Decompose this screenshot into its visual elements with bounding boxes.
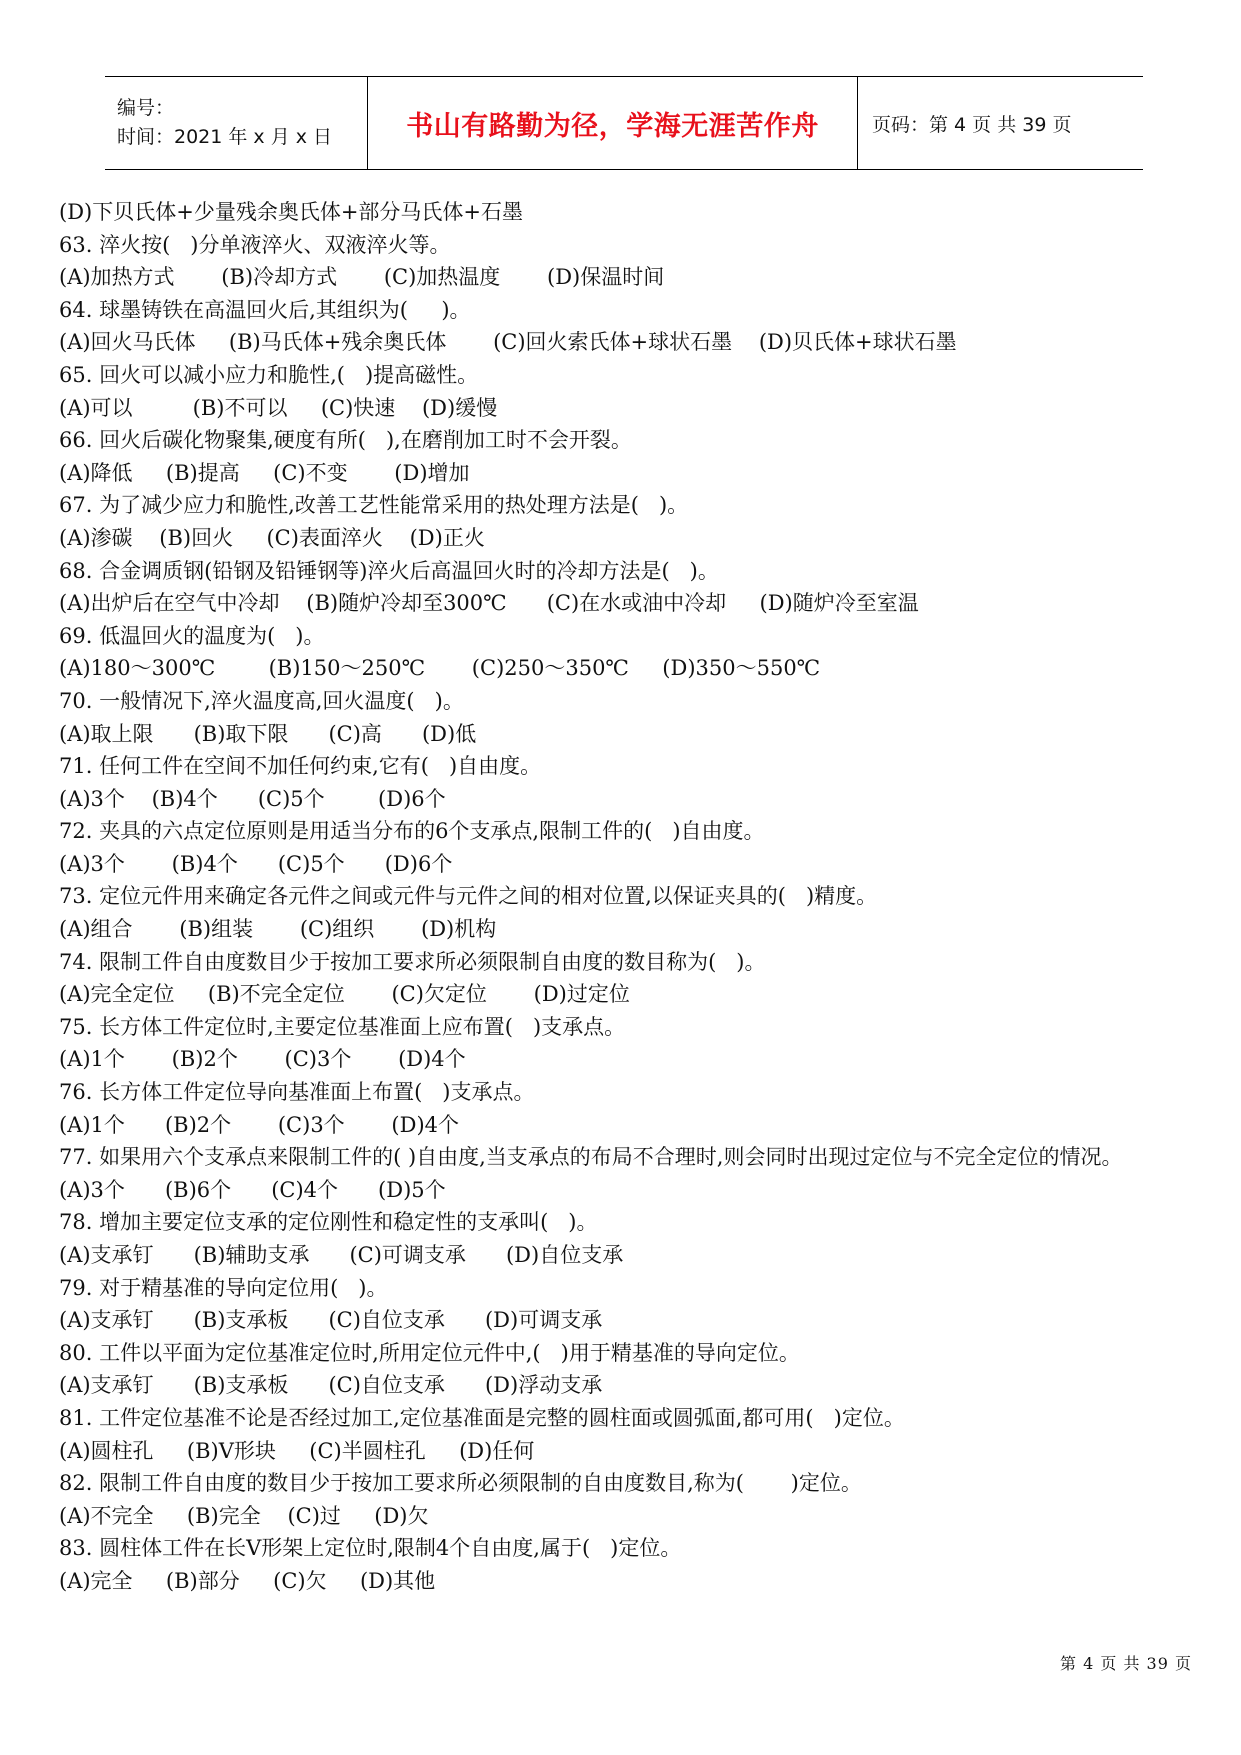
answer-options: (A)1个 (B)2个 (C)3个 (D)4个 <box>59 1047 466 1072</box>
question-text: 82. 限制工件自由度的数目少于按加工要求所必须限制的自由度数目,称为( )定位。 <box>59 1471 862 1496</box>
answer-options: (A)支承钉 (B)辅助支承 (C)可调支承 (D)自位支承 <box>59 1243 624 1267</box>
answer-options: (A)渗碳 (B)回火 (C)表面淬火 (D)正火 <box>59 525 485 550</box>
question-text: 78. 增加主要定位支承的定位刚性和稳定性的支承叫( )。 <box>59 1210 598 1235</box>
answer-options: (A)支承钉 (B)支承板 (C)自位支承 (D)可调支承 <box>59 1308 603 1333</box>
page-header <box>105 76 1143 170</box>
answer-options: (A)3个 (B)6个 (C)4个 (D)5个 <box>59 1177 446 1202</box>
answer-options: (A)组合 (B)组装 (C)组织 (D)机构 <box>59 917 497 942</box>
answer-options: (A)取上限 (B)取下限 (C)高 (D)低 <box>59 721 477 746</box>
header-motto-cell <box>368 77 858 169</box>
answer-options: (A)出炉后在空气中冷却 (B)随炉冷却至300℃ (C)在水或油中冷却 (D)随炉冷至室温 <box>59 591 919 616</box>
question-text: 70. 一般情况下,淬火温度高,回火温度( )。 <box>59 688 464 713</box>
question-list <box>59 196 1191 1598</box>
question-text: 67. 为了减少应力和脆性,改善工艺性能常采用的热处理方法是( )。 <box>59 493 689 518</box>
answer-options: (A)完全定位 (B)不完全定位 (C)欠定位 (D)过定位 <box>59 982 630 1007</box>
question-text: 64. 球墨铸铁在高温回火后,其组织为( )。 <box>59 297 471 322</box>
question-text: 71. 任何工件在空间不加任何约束,它有( )自由度。 <box>59 754 542 779</box>
question-text: 63. 淬火按( )分单液淬火、双液淬火等。 <box>59 232 451 257</box>
answer-options: (A)3个 (B)4个 (C)5个 (D)6个 <box>59 851 453 876</box>
answer-options: (A)3个 (B)4个 (C)5个 (D)6个 <box>59 786 446 811</box>
question-text: 66. 回火后碳化物聚集,硬度有所( ),在磨削加工时不会开裂。 <box>59 428 632 453</box>
header-info-cell <box>105 77 368 169</box>
answer-options: (A)可以 (B)不可以 (C)快速 (D)缓慢 <box>59 395 498 420</box>
question-text: 83. 圆柱体工件在长V形架上定位时,限制4个自由度,属于( )定位。 <box>59 1536 682 1561</box>
footer-page-number: 第 4 页 共 39 页 <box>1060 1654 1192 1673</box>
answer-options: (A)不完全 (B)完全 (C)过 (D)欠 <box>59 1503 429 1528</box>
question-text: 74. 限制工件自由度数目少于按加工要求所必须限制自由度的数目称为( )。 <box>59 949 766 974</box>
question-text: 80. 工件以平面为定位基准定位时,所用定位元件中,( )用于精基准的导向定位。 <box>59 1340 800 1365</box>
motto-text: 书山有路勤为径，学海无涯苦作舟 <box>406 110 819 142</box>
question-text: 76. 长方体工件定位导向基准面上布置( )支承点。 <box>59 1080 535 1105</box>
question-text: 81. 工件定位基准不论是否经过加工,定位基准面是完整的圆柱面或圆弧面,都可用( )定位。 <box>59 1405 905 1430</box>
answer-options: (A)圆柱孔 (B)V形块 (C)半圆柱孔 (D)任何 <box>59 1438 535 1463</box>
page-info: 页码：第 4 页 共 39 页 <box>872 113 1072 136</box>
page-footer <box>1060 1651 1192 1674</box>
answer-options: (A)180～300℃ (B)150～250℃ (C)250～350℃ (D)350～550℃ <box>59 656 821 681</box>
answer-options: (A)回火马氏体 (B)马氏体+残余奥氏体 (C)回火索氏体+球状石墨 (D)贝氏体+球状石墨 <box>59 330 957 355</box>
question-text: 72. 夹具的六点定位原则是用适当分布的6个支承点,限制工件的( )自由度。 <box>59 819 765 844</box>
question-text: 65. 回火可以减小应力和脆性,( )提高磁性。 <box>59 362 479 387</box>
answer-options: (A)1个 (B)2个 (C)3个 (D)4个 <box>59 1112 459 1137</box>
question-text: 69. 低温回火的温度为( )。 <box>59 623 325 648</box>
header-page-cell <box>858 77 1143 169</box>
question-text: 77. 如果用六个支承点来限制工件的( )自由度,当支承点的布局不合理时,则会同时出现过定位与不完全定位的情况。 <box>59 1145 1123 1170</box>
answer-options: (A)加热方式 (B)冷却方式 (C)加热温度 (D)保温时间 <box>59 265 665 290</box>
answer-options: (A)支承钉 (B)支承板 (C)自位支承 (D)浮动支承 <box>59 1373 603 1398</box>
question-text: 75. 长方体工件定位时,主要定位基准面上应布置( )支承点。 <box>59 1014 626 1039</box>
answer-options: (A)完全 (B)部分 (C)欠 (D)其他 <box>59 1568 436 1593</box>
question-text: 68. 合金调质钢(铅钢及铅锤钢等)淬火后高温回火时的冷却方法是( )。 <box>59 558 719 583</box>
question-text: 79. 对于精基准的导向定位用( )。 <box>59 1275 388 1300</box>
question-text: 73. 定位元件用来确定各元件之间或元件与元件之间的相对位置,以保证夹具的( )精度。 <box>59 884 878 909</box>
text-line: (D)下贝氏体+少量残余奥氏体+部分马氏体+石墨 <box>59 200 524 224</box>
number-label: 编号： <box>117 97 175 119</box>
time-label: 时间：2021 年 x 月 x 日 <box>117 126 333 148</box>
answer-options: (A)降低 (B)提高 (C)不变 (D)增加 <box>59 460 470 485</box>
